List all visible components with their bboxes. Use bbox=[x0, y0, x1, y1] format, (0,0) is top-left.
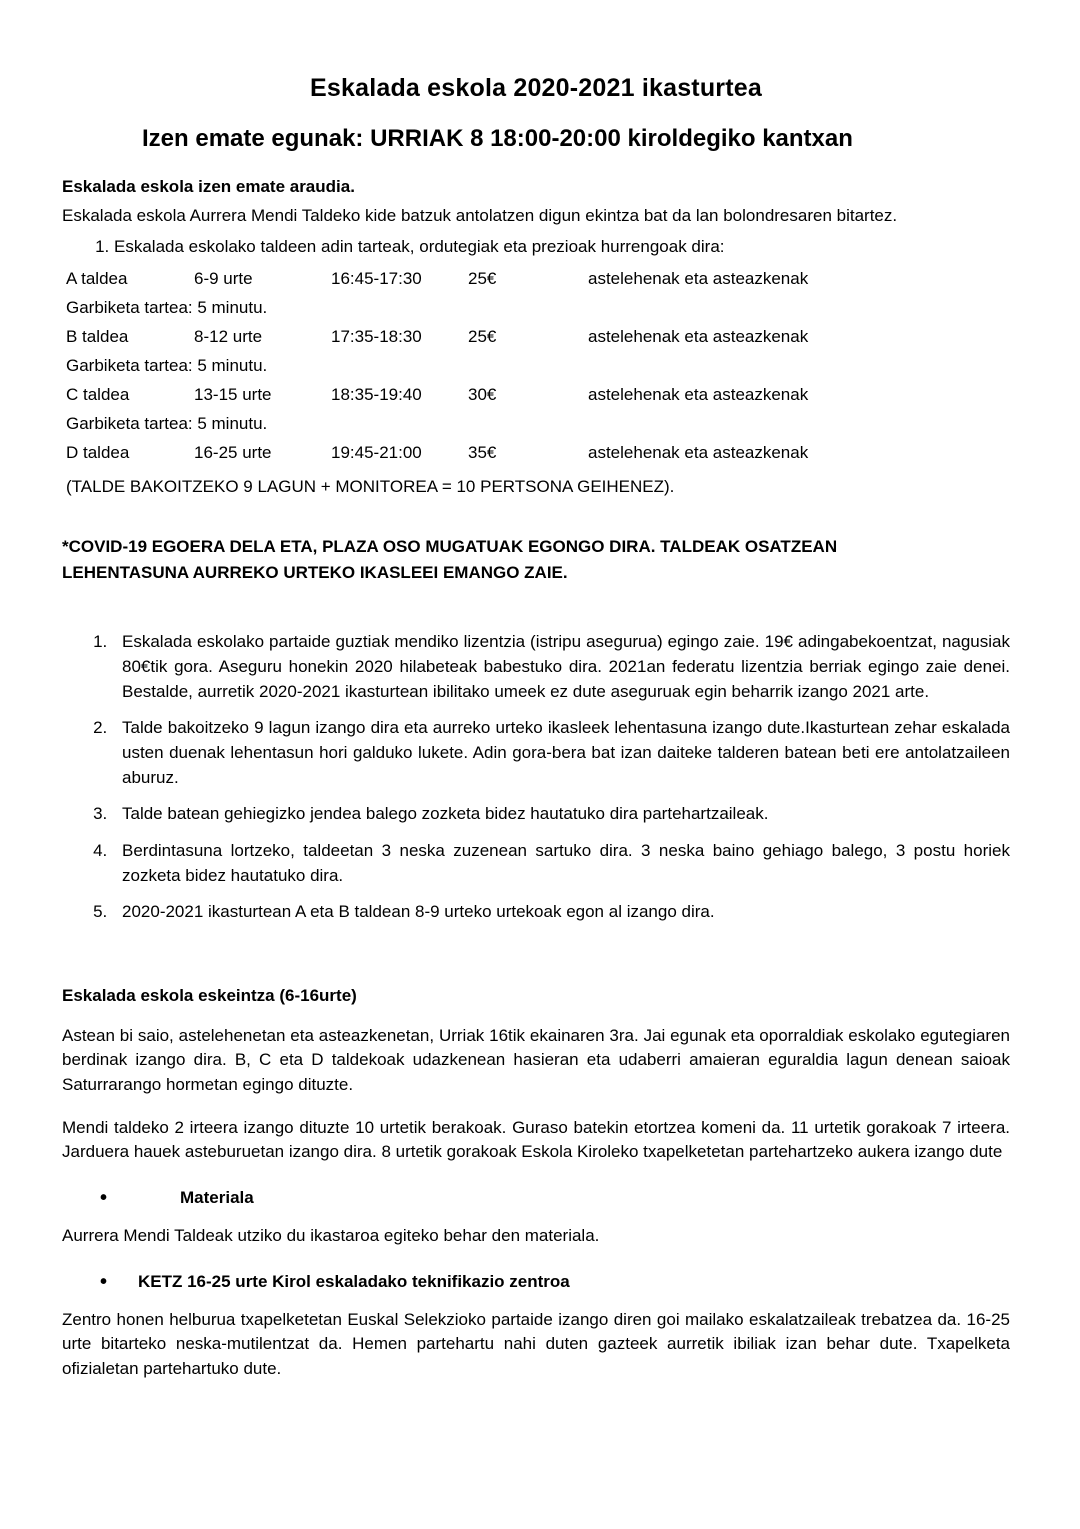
intro-paragraph: Eskalada eskola Aurrera Mendi Taldeko kide batzuk antolatzen digun ekintza bat da lan bolondresaren bitartez. bbox=[62, 206, 898, 226]
team-name: D taldea bbox=[66, 442, 130, 462]
team-price: 35€ bbox=[468, 442, 497, 462]
page-title: Eskalada eskola 2020-2021 ikasturtea bbox=[310, 74, 762, 102]
list-item: 5. 2020-2021 ikasturtean A eta B taldean 8-9 urteko urtekoak egon al izango dira. bbox=[112, 900, 1010, 925]
team-time: 17:35-18:30 bbox=[331, 327, 422, 347]
ketz-bullet-list bbox=[62, 1271, 1010, 1294]
team-time: 16:45-17:30 bbox=[331, 269, 422, 289]
team-days: astelehenak eta asteazkenak bbox=[588, 269, 809, 289]
covid-note-line-2: LEHENTASUNA AURREKO URTEKO IKASLEEI EMANGO ZAIE. bbox=[62, 563, 568, 583]
team-time: 18:35-19:40 bbox=[331, 385, 422, 405]
material-paragraph: Aurrera Mendi Taldeak utziko du ikastaroa egiteko behar den materiala. bbox=[62, 1225, 600, 1245]
team-price: 25€ bbox=[468, 327, 497, 347]
list-item: 2. Talde bakoitzeko 9 lagun izango dira eta aurreko urteko ikasleek lehentasuna izango dute.Ikasturtean zehar eskalada usten duenak lehentasun hori galduko lukete. Adin gora-bera bat izan daiteke talderen batean beti ere antolatzaileen aburuz. bbox=[112, 716, 1010, 790]
bullet-material bbox=[132, 1187, 1010, 1210]
team-name: C taldea bbox=[66, 385, 130, 405]
bullet-ketz-label: KETZ 16-25 urte Kirol eskaladako teknifikazio zentroa bbox=[138, 1271, 570, 1291]
cleaning-label: Garbiketa tartea: 5 minutu. bbox=[66, 298, 268, 318]
groups-list-item: 1. Eskalada eskolako taldeen adin tarteak, ordutegiak eta prezioak hurrengoak dira: bbox=[114, 236, 1010, 259]
cleaning-row bbox=[66, 352, 808, 381]
offer-paragraph-1: Astean bi saio, astelehenetan eta asteazkenetan, Urriak 16tik ekainaren 3ra. Jai egunak eta oporraldiak eskolako egutegiaren berdinak izango dira. B, C eta D taldekoak udazkenean hasieran eta udaberri amaieran eguraldia lagun denean saioak Saturrarango hormetan egingo dituzte. bbox=[62, 1025, 1010, 1095]
team-days: astelehenak eta asteazkenak bbox=[588, 327, 809, 347]
table-row bbox=[66, 381, 808, 410]
bullet-ketz bbox=[132, 1271, 1010, 1294]
team-price: 30€ bbox=[468, 385, 497, 405]
capacity-note: (TALDE BAKOITZEKO 9 LAGUN + MONITOREA = 10 PERTSONA GEIHENEZ). bbox=[66, 476, 675, 496]
cleaning-row bbox=[66, 294, 808, 323]
material-bullet-list bbox=[62, 1187, 1010, 1210]
covid-note bbox=[62, 534, 1010, 587]
team-days: astelehenak eta asteazkenak bbox=[588, 442, 809, 462]
covid-note-line-1: *COVID-19 EGOERA DELA ETA, PLAZA OSO MUGATUAK EGONGO DIRA. TALDEAK OSATZEAN bbox=[62, 536, 838, 556]
capacity-note-row bbox=[66, 468, 808, 502]
cleaning-label: Garbiketa tartea: 5 minutu. bbox=[66, 356, 268, 376]
registration-subtitle: Izen emate egunak: URRIAK 8 18:00-20:00 kiroldegiko kantxan bbox=[142, 124, 853, 152]
schedule-table bbox=[66, 265, 808, 502]
list-item: 4. Berdintasuna lortzeko, taldeetan 3 neska zuzenean sartuko dira. 3 neska baino gehiago balego, 3 postu horiek zozketa bidez hautatuko dira. bbox=[112, 839, 1010, 888]
team-age: 8-12 urte bbox=[194, 327, 263, 347]
groups-list bbox=[62, 236, 1010, 259]
cleaning-row bbox=[66, 410, 808, 439]
list-item: 1. Eskalada eskolako partaide guztiak mendiko lizentzia (istripu asegurua) egingo zaie. 19€ adingabekoentzat, nagusiak 80€tik gora. Aseguru honekin 2020 hilabeteak babestuko dira. 2021an federatu lizentzia berriak egingo zaie denei. Bestalde, aurretik 2020-2021 ikasturtean ibilitako umeek ez dute aseguruak egin beharrik izango 2021 arte. bbox=[112, 630, 1010, 704]
rules-heading: Eskalada eskola izen emate araudia. bbox=[62, 177, 355, 197]
offer-paragraph-2: Mendi taldeko 2 irteera izango dituzte 10 urtetik berakoak. Guraso batekin etortzea komeni da. 11 urtetik gorakoak 7 irteera. Jarduera hauek asteburuetan izango dira. 8 urtetik gorakoak Eskola Kiroleko txapelketetan partehartzeko aukera izango dute bbox=[62, 1117, 1010, 1162]
team-price: 25€ bbox=[468, 269, 497, 289]
bullet-material-label: Materiala bbox=[180, 1188, 254, 1208]
table-row bbox=[66, 439, 808, 468]
table-row bbox=[66, 265, 808, 294]
offer-heading: Eskalada eskola eskeintza (6-16urte) bbox=[62, 985, 357, 1005]
team-age: 16-25 urte bbox=[194, 442, 272, 462]
team-time: 19:45-21:00 bbox=[331, 442, 422, 462]
team-age: 13-15 urte bbox=[194, 385, 272, 405]
conditions-list bbox=[62, 630, 1010, 924]
table-row bbox=[66, 323, 808, 352]
team-name: A taldea bbox=[66, 269, 128, 289]
ketz-paragraph: Zentro honen helburua txapelketetan Euskal Selekzioko partaide izango diren goi mailako eskalatzaileak trebatzea da. 16-25 urte bitarteko neska-mutilentzat da. Hemen partehartu nahi duten gazteek aurretik ibiliak izan behar dute. Txapelketa ofizialetan partehartuko dute. bbox=[62, 1309, 1010, 1378]
team-age: 6-9 urte bbox=[194, 269, 253, 289]
team-days: astelehenak eta asteazkenak bbox=[588, 385, 809, 405]
list-item: 3. Talde batean gehiegizko jendea balego zozketa bidez hautatuko dira partehartzaileak. bbox=[112, 802, 1010, 827]
cleaning-label: Garbiketa tartea: 5 minutu. bbox=[66, 413, 268, 433]
team-name: B taldea bbox=[66, 327, 129, 347]
